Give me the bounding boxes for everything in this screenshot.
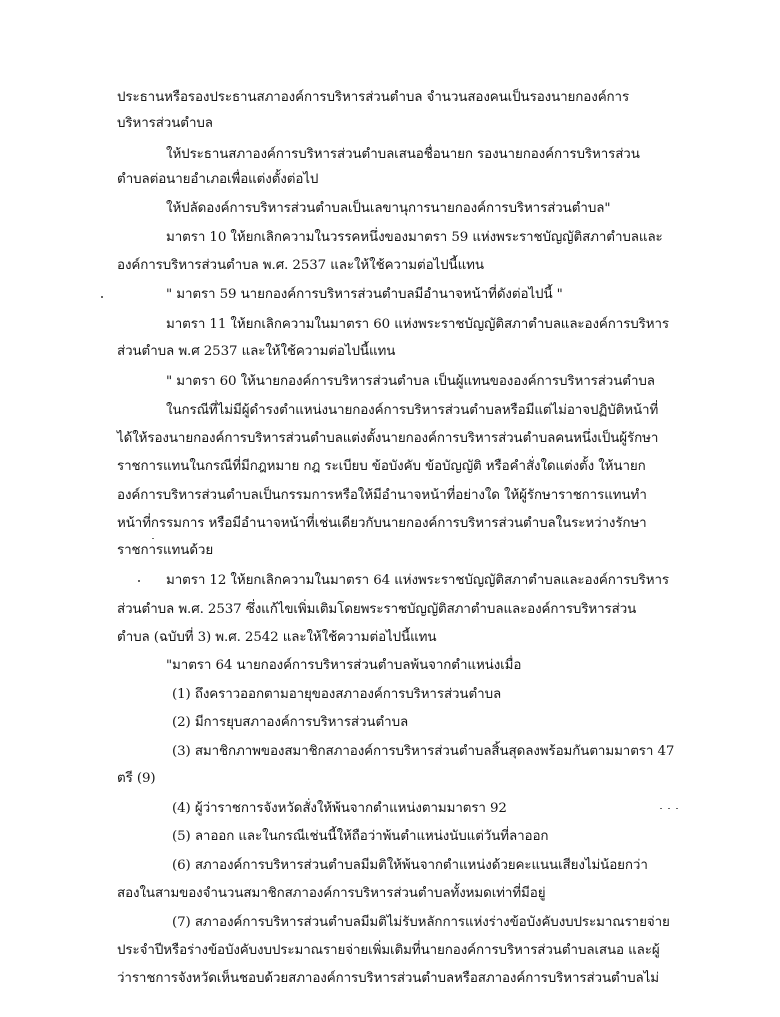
list-item-4: (4) ผู้ว่าราชการจังหวัดสั่งให้พ้นจากตำแหน่งตามมาตรา 92 <box>172 801 507 816</box>
scan-speck <box>101 296 103 298</box>
section-heading-line: มาตรา 11 ให้ยกเลิกความในมาตรา 60 แห่งพระราชบัญญัติสภาตำบลและองค์การบริหาร <box>166 317 670 332</box>
text-line: ประธานหรือรองประธานสภาองค์การบริหารส่วนตำบล จำนวนสองคนเป็นรองนายกองค์การ <box>117 90 630 105</box>
text-line: ตำบล (ฉบับที่ 3) พ.ศ. 2542 และให้ใช้ความต่อไปนี้แทน <box>117 630 437 645</box>
list-item-6: (6) สภาองค์การบริหารส่วนตำบลมีมติให้พ้นจากตำแหน่งด้วยคะแนนเสียงไม่น้อยกว่า <box>172 858 648 873</box>
text-line: ส่วนตำบล พ.ศ. 2537 ซึ่งแก้ไขเพิ่มเติมโดยพระราชบัญญัติสภาตำบลและองค์การบริหารส่วน <box>117 602 637 617</box>
text-line: ให้ประธานสภาองค์การบริหารส่วนตำบลเสนอชื่อนายก รองนายกองค์การบริหารส่วน <box>166 147 640 162</box>
list-item-5: (5) ลาออก และในกรณีเช่นนี้ให้ถือว่าพ้นตำแหน่งนับแต่วันที่ลาออก <box>172 829 549 844</box>
list-item-1: (1) ถึงคราวออกตามอายุของสภาองค์การบริหารส่วนตำบล <box>172 687 502 702</box>
text-line: ราชการแทนด้วย <box>117 543 214 558</box>
text-line: ตรี (9) <box>117 771 156 786</box>
text-line: ส่วนตำบล พ.ศ 2537 และให้ใช้ความต่อไปนี้แทน <box>117 344 396 359</box>
text-line: ประจำปีหรือร่างข้อบังคับงบประมาณรายจ่ายเพิ่มเติมที่นายกองค์การบริหารส่วนตำบลเสนอ และผู้ <box>117 943 660 958</box>
scan-speck <box>152 538 154 539</box>
scan-speck <box>676 808 678 809</box>
text-line: ตำบลต่อนายอำเภอเพื่อแต่งตั้งต่อไป <box>117 172 319 187</box>
text-line: บริหารส่วนตำบล <box>117 116 213 131</box>
text-line: ได้ให้รองนายกองค์การบริหารส่วนตำบลแต่งตั้งนายกองค์การบริหารส่วนตำบลคนหนึ่งเป็นผู้รักษา <box>117 431 659 446</box>
text-line: ให้ปลัดองค์การบริหารส่วนตำบลเป็นเลขานุการนายกองค์การบริหารส่วนตำบล" <box>166 201 611 216</box>
scan-speck <box>660 808 662 809</box>
section-heading-line: มาตรา 10 ให้ยกเลิกความในวรรคหนึ่งของมาตรา 59 แห่งพระราชบัญญัติสภาตำบลและ <box>166 230 663 245</box>
text-line: องค์การบริหารส่วนตำบล พ.ศ. 2537 และให้ใช้ความต่อไปนี้แทน <box>117 258 484 273</box>
scan-speck <box>668 808 670 809</box>
text-line: ราชการแทนในกรณีที่มีกฎหมาย กฎ ระเบียบ ข้อบังคับ ข้อบัญญัติ หรือคำสั่งใดแต่งตั้ง ให้นายก <box>117 459 646 474</box>
quoted-text-line: "มาตรา 64 นายกองค์การบริหารส่วนตำบลพ้นจากตำแหน่งเมื่อ <box>166 658 522 673</box>
list-item-7: (7) สภาองค์การบริหารส่วนตำบลมีมติไม่รับหลักการแห่งร่างข้อบังคับงบประมาณรายจ่าย <box>172 915 670 930</box>
scan-speck <box>138 580 140 582</box>
text-line: สองในสามของจำนวนสมาชิกสภาองค์การบริหารส่วนตำบลทั้งหมดเท่าที่มีอยู่ <box>117 886 546 901</box>
text-line: ว่าราชการจังหวัดเห็นชอบด้วยสภาองค์การบริหารส่วนตำบลหรือสภาองค์การบริหารส่วนตำบลไม่ <box>117 971 660 986</box>
text-line: ในกรณีที่ไม่มีผู้ดำรงตำแหน่งนายกองค์การบริหารส่วนตำบลหรือมีแต่ไม่อาจปฏิบัติหน้าที่ <box>166 403 659 418</box>
section-heading-line: มาตรา 12 ให้ยกเลิกความในมาตรา 64 แห่งพระราชบัญญัติสภาตำบลและองค์การบริหาร <box>166 573 670 588</box>
text-line: หน้าที่กรรมการ หรือมีอำนาจหน้าที่เช่นเดียวกับนายกองค์การบริหารส่วนตำบลในระหว่างรักษา <box>117 516 647 531</box>
quoted-text-line: " มาตรา 59 นายกองค์การบริหารส่วนตำบลมีอำนาจหน้าที่ดังต่อไปนี้ " <box>166 287 563 302</box>
list-item-2: (2) มีการยุบสภาองค์การบริหารส่วนตำบล <box>172 715 409 730</box>
text-line: องค์การบริหารส่วนตำบลเป็นกรรมการหรือให้มีอำนาจหน้าที่อย่างใด ให้ผู้รักษาราชการแทนทำ <box>117 488 647 503</box>
list-item-3: (3) สมาชิกภาพของสมาชิกสภาองค์การบริหารส่วนตำบลสิ้นสุดลงพร้อมกันตามมาตรา 47 <box>172 744 675 759</box>
quoted-text-line: " มาตรา 60 ให้นายกองค์การบริหารส่วนตำบล เป็นผู้แทนขององค์การบริหารส่วนตำบล <box>166 374 655 389</box>
